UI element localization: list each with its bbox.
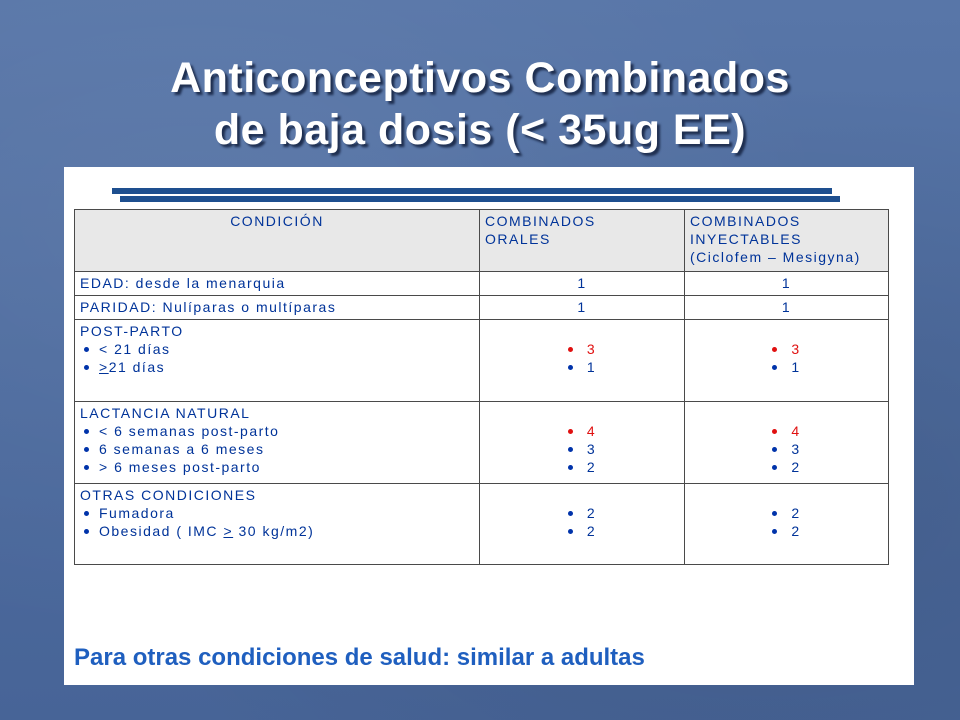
list-item: [80, 458, 474, 476]
postparto-item-2-symbol: >: [99, 359, 109, 375]
header-injectable: [685, 210, 889, 272]
list-item: [80, 522, 474, 540]
value-item: [485, 422, 679, 440]
bullet-icon: [568, 365, 573, 370]
eligibility-table: [74, 209, 889, 565]
header-inj-line-2: INYECTABLES: [690, 231, 802, 247]
lactancia-oral-1: 4: [586, 423, 597, 439]
value-item: [690, 422, 883, 440]
header-oral: [480, 210, 685, 272]
list-item: [80, 340, 474, 358]
value-item: [690, 458, 883, 476]
list-item: [80, 358, 474, 376]
bullet-icon: [84, 347, 89, 352]
row-paridad-inj: 1: [685, 296, 889, 320]
lactancia-oral-3: 2: [586, 459, 597, 475]
postparto-item-1: < 21 días: [99, 341, 171, 357]
row-edad-label: EDAD: desde la menarquia: [75, 272, 480, 296]
value-item: [485, 522, 679, 540]
list-item: [80, 440, 474, 458]
bullet-icon: [568, 347, 573, 352]
row-postparto-label: [75, 320, 480, 402]
row-otras-label: [75, 484, 480, 565]
header-condition: CONDICIÓN: [75, 210, 480, 272]
lactancia-inj-3: 2: [791, 459, 801, 475]
value-item: [690, 358, 883, 376]
value-item: [485, 440, 679, 458]
bullet-icon: [568, 465, 573, 470]
postparto-oral-1: 3: [586, 341, 597, 357]
header-oral-line-1: COMBINADOS: [485, 213, 596, 229]
value-item: [690, 522, 883, 540]
otras-oral-1: 2: [586, 505, 597, 521]
bullet-icon: [84, 511, 89, 516]
bullet-icon: [84, 465, 89, 470]
row-edad-inj: 1: [685, 272, 889, 296]
bullet-icon: [772, 347, 777, 352]
row-lactancia-inj: [685, 402, 889, 484]
postparto-inj-2: 1: [791, 359, 801, 375]
slide-title-line-1: Anticonceptivos Combinados: [170, 54, 790, 102]
value-item: [485, 340, 679, 358]
row-postparto-inj: [685, 320, 889, 402]
postparto-inj-1: 3: [791, 341, 801, 357]
bullet-icon: [568, 429, 573, 434]
postparto-oral-2: 1: [586, 359, 597, 375]
lactancia-oral-2: 3: [586, 441, 597, 457]
otras-oral-2: 2: [586, 523, 597, 539]
table-header-row: [75, 210, 889, 272]
row-paridad-label: PARIDAD: Nulíparas o multíparas: [75, 296, 480, 320]
row-otras-oral: [480, 484, 685, 565]
otras-item-2-post: 30 kg/m2): [233, 523, 315, 539]
lactancia-heading: LACTANCIA NATURAL: [80, 405, 251, 421]
value-item: [690, 340, 883, 358]
otras-heading: OTRAS CONDICIONES: [80, 487, 257, 503]
row-paridad-oral: 1: [480, 296, 685, 320]
value-item: [690, 504, 883, 522]
value-item: [485, 358, 679, 376]
lactancia-inj-1: 4: [791, 423, 801, 439]
list-item: [80, 504, 474, 522]
bullet-icon: [772, 429, 777, 434]
bullet-icon: [772, 511, 777, 516]
table-row: [75, 272, 889, 296]
footer-note: Para otras condiciones de salud: similar a adultas: [74, 644, 645, 671]
bullet-icon: [772, 447, 777, 452]
lactancia-item-1: < 6 semanas post-parto: [99, 423, 280, 439]
otras-item-2-symbol: >: [223, 523, 234, 539]
value-item: [485, 458, 679, 476]
table-row: [75, 296, 889, 320]
row-lactancia-oral: [480, 402, 685, 484]
slide-title-line-2: de baja dosis (< 35ug EE): [213, 106, 747, 154]
postparto-item-2-text: 21 días: [108, 359, 166, 375]
header-oral-line-2: ORALES: [485, 231, 551, 247]
lactancia-item-2: 6 semanas a 6 meses: [99, 441, 265, 457]
table-row: [75, 402, 889, 484]
row-edad-oral: 1: [480, 272, 685, 296]
decorative-bar-top: [112, 188, 832, 194]
otras-item-2-pre: Obesidad ( IMC: [99, 523, 224, 539]
header-inj-line-3: (Ciclofem – Mesigyna): [690, 249, 861, 265]
row-otras-inj: [685, 484, 889, 565]
row-lactancia-label: [75, 402, 480, 484]
table-row: [75, 484, 889, 565]
table-row: [75, 320, 889, 402]
otras-inj-2: 2: [791, 523, 801, 539]
decorative-bar-bottom: [120, 196, 840, 202]
value-item: [485, 504, 679, 522]
bullet-icon: [568, 511, 573, 516]
bullet-icon: [84, 365, 89, 370]
otras-item-1: Fumadora: [99, 505, 175, 521]
slide-title: [0, 52, 960, 156]
bullet-icon: [772, 365, 777, 370]
header-inj-line-1: COMBINADOS: [690, 213, 801, 229]
lactancia-item-3: > 6 meses post-parto: [99, 459, 261, 475]
list-item: [80, 422, 474, 440]
row-postparto-oral: [480, 320, 685, 402]
lactancia-inj-2: 3: [791, 441, 801, 457]
bullet-icon: [772, 529, 777, 534]
bullet-icon: [84, 447, 89, 452]
bullet-icon: [568, 447, 573, 452]
otras-inj-1: 2: [791, 505, 801, 521]
bullet-icon: [772, 465, 777, 470]
bullet-icon: [568, 529, 573, 534]
value-item: [690, 440, 883, 458]
content-panel: [64, 167, 914, 685]
bullet-icon: [84, 529, 89, 534]
postparto-heading: POST-PARTO: [80, 323, 184, 339]
bullet-icon: [84, 429, 89, 434]
